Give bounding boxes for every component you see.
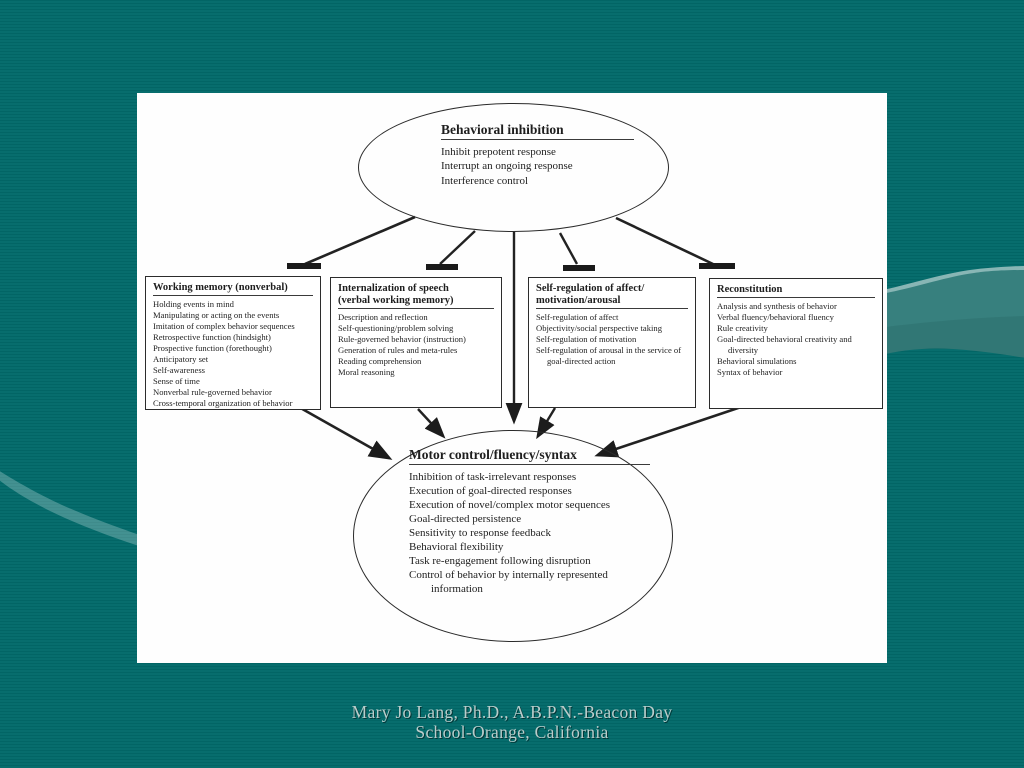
node-item: Retrospective function (hindsight) — [153, 332, 271, 343]
node-title-line: Working memory (nonverbal) — [153, 282, 313, 296]
node-item: Sense of time — [153, 376, 200, 387]
node-item: Interference control — [441, 174, 529, 187]
node-item: Self-regulation of affect — [536, 312, 619, 323]
node-item: Nonverbal rule-governed behavior — [153, 387, 272, 398]
node-item: Inhibition of task-irrelevant responses — [409, 470, 577, 483]
node-item: Sensitivity to response feedback — [409, 526, 552, 539]
node-item: Manipulating or acting on the events — [153, 310, 280, 321]
node-item: Self-awareness — [153, 365, 206, 376]
caption-line: Mary Jo Lang, Ph.D., A.B.P.N.-Beacon Day — [351, 702, 673, 722]
node-item: Cross-temporal organization of behavior — [153, 398, 293, 409]
node-item-list — [536, 312, 688, 367]
link-inhibition-to-affect — [560, 233, 577, 264]
node-item: Interrupt an ongoing response — [441, 160, 573, 173]
node-item: Behavioral flexibility — [409, 540, 504, 553]
node-title — [338, 283, 494, 309]
node-item: Task re-engagement following disruption — [409, 554, 591, 567]
node-item: Moral reasoning — [338, 367, 395, 378]
node-behavioral-inhibition — [358, 103, 669, 232]
node-item: Rule-governed behavior (instruction) — [338, 334, 466, 345]
node-item: Reading comprehension — [338, 356, 422, 367]
node-item-list — [409, 470, 650, 596]
node-item-list — [338, 312, 494, 378]
node-item: Description and reflection — [338, 312, 428, 323]
node-item: Self-questioning/problem solving — [338, 323, 454, 334]
node-item-list — [441, 145, 634, 189]
node-title-line: motivation/arousal — [536, 295, 688, 309]
node-item-list — [717, 301, 875, 378]
node-item: Execution of novel/complex motor sequences — [409, 498, 610, 511]
node-title-line: Self-regulation of affect/ — [536, 283, 645, 294]
link-inhibition-to-speech — [440, 231, 475, 264]
node-title — [409, 447, 650, 465]
node-title — [717, 284, 875, 298]
node-title — [536, 283, 688, 309]
node-title — [441, 122, 634, 140]
node-item: Anticipatory set — [153, 354, 209, 365]
node-title-line: Reconstitution — [717, 284, 875, 298]
node-title — [153, 282, 313, 296]
node-item: Execution of goal-directed responses — [409, 484, 572, 497]
link-inhibition-to-working-memory — [305, 217, 415, 264]
node-item: Syntax of behavior — [717, 367, 783, 378]
node-item: Rule creativity — [717, 323, 768, 334]
node-item: Generation of rules and meta-rules — [338, 345, 458, 356]
node-reconstitution — [709, 278, 883, 409]
node-item: Analysis and synthesis of behavior — [717, 301, 837, 312]
diagram-image-panel — [137, 93, 887, 663]
node-item: Holding events in mind — [153, 299, 234, 310]
node-item: Goal-directed persistence — [409, 512, 522, 525]
node-item: Inhibit prepotent response — [441, 145, 556, 158]
node-item: Control of behavior by internally represented information — [409, 568, 608, 595]
node-item: Objectivity/social perspective taking — [536, 323, 663, 334]
node-self-regulation-of-affect — [528, 277, 696, 408]
node-item: Verbal fluency/behavioral fluency — [717, 312, 834, 323]
node-item: Self-regulation of arousal in the service of goal-directed action — [536, 345, 682, 367]
node-item: Imitation of complex behavior sequences — [153, 321, 295, 332]
node-title-line: (verbal working memory) — [338, 295, 494, 309]
node-title-line: Internalization of speech — [338, 283, 449, 294]
node-title-line: Behavioral inhibition — [441, 122, 634, 140]
node-title-line: Motor control/fluency/syntax — [409, 447, 650, 465]
node-item: Behavioral simulations — [717, 356, 797, 367]
slide-caption — [0, 703, 1024, 742]
node-item: Self-regulation of motivation — [536, 334, 637, 345]
node-internalization-of-speech — [330, 277, 502, 408]
link-inhibition-to-reconstitution — [616, 218, 713, 264]
node-item-list — [153, 299, 313, 409]
caption-line: School-Orange, California — [415, 721, 609, 742]
node-motor-control — [353, 430, 673, 642]
node-item: Prospective function (forethought) — [153, 343, 272, 354]
node-working-memory-nonverbal — [145, 276, 321, 410]
node-item: Goal-directed behavioral creativity and diversity — [717, 334, 852, 356]
